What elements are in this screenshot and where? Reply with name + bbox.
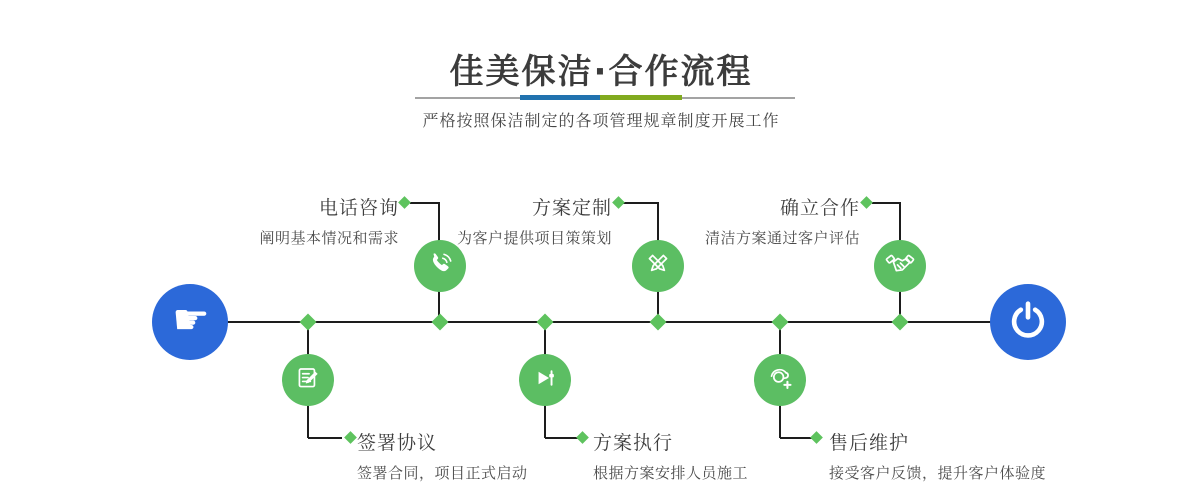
step-title: 方案执行	[593, 432, 674, 454]
step-circle-aftersales	[754, 354, 806, 406]
label-diamond	[860, 196, 873, 209]
step-desc: 清洁方案通过客户评估	[704, 229, 860, 247]
step-desc: 根据方案安排人员施工	[593, 464, 749, 482]
step-circle-customize	[632, 240, 684, 292]
step-desc: 为客户提供项目策策划	[456, 229, 612, 247]
step-label-cooperate	[705, 193, 860, 248]
title-divider-green-segment	[600, 95, 682, 100]
connector-horizontal	[780, 437, 813, 439]
connector-horizontal	[410, 202, 440, 204]
page-subtitle: 严格按照保洁制定的各项管理规章制度开展工作	[422, 111, 780, 130]
step-circle-cooperate	[874, 240, 926, 292]
timeline-node-diamond	[300, 314, 317, 331]
title-divider-blue-segment	[520, 95, 600, 100]
timeline-node-diamond	[772, 314, 789, 331]
timeline-node-diamond	[892, 314, 909, 331]
timeline-main-line	[227, 321, 991, 323]
connector-horizontal	[545, 437, 579, 439]
start-endpoint	[152, 284, 228, 360]
step-circle-execute	[519, 354, 571, 406]
step-label-aftersales	[829, 428, 1046, 483]
step-desc: 接受客户反馈，提升客户体验度	[829, 464, 1047, 482]
page-title: 佳美保洁·合作流程	[449, 52, 753, 92]
step-title: 方案定制	[531, 197, 612, 219]
label-diamond	[612, 196, 625, 209]
power-icon	[1007, 299, 1049, 345]
connector-horizontal	[623, 202, 659, 204]
handshake-icon	[884, 248, 916, 284]
step-title: 售后维护	[829, 432, 910, 454]
step-circle-contract	[282, 354, 334, 406]
end-endpoint	[990, 284, 1066, 360]
timeline-node-diamond	[650, 314, 667, 331]
label-diamond	[398, 196, 411, 209]
timeline-node-diamond	[537, 314, 554, 331]
step-title: 电话咨询	[318, 197, 399, 219]
step-label-contract	[357, 428, 528, 483]
play-slider-icon	[530, 363, 560, 397]
crossed-pencils-icon	[643, 249, 673, 283]
label-diamond	[810, 431, 823, 444]
pointing-hand-icon: ☛	[172, 295, 210, 344]
phone-icon	[425, 249, 455, 283]
connector-horizontal	[872, 202, 901, 204]
step-desc: 签署合同，项目正式启动	[357, 464, 528, 482]
step-title: 确立合作	[779, 197, 860, 219]
step-label-phone	[259, 193, 399, 248]
label-diamond	[344, 431, 357, 444]
contract-icon	[293, 363, 323, 397]
step-label-customize	[457, 193, 612, 248]
connector-horizontal	[308, 437, 342, 439]
step-title: 签署协议	[357, 432, 438, 454]
customer-service-add-icon	[764, 362, 796, 398]
label-diamond	[576, 431, 589, 444]
step-desc: 阐明基本情况和需求	[259, 229, 399, 247]
step-label-execute	[593, 428, 748, 483]
timeline-node-diamond	[432, 314, 449, 331]
